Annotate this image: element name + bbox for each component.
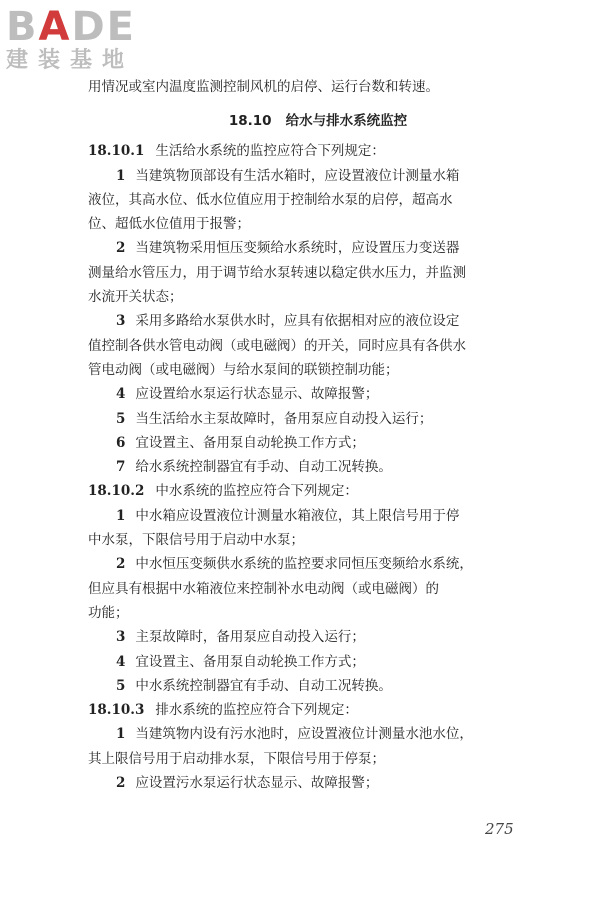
item-text: 应设置污水泵运行状态显示、故障报警； — [135, 775, 379, 792]
item-text: 当建筑物顶部设有生活水箱时，应设置液位计测量水箱 — [135, 167, 460, 184]
list-item-continuation — [88, 577, 548, 601]
item-text: 中水恒压变频供水系统的监控要求同恒压变频给水系统， — [135, 556, 473, 573]
item-text: 宜设置主、备用泵自动轮换工作方式； — [135, 434, 365, 451]
clause-number: 18.10.2 — [88, 483, 145, 500]
item-number: 4 — [116, 653, 126, 670]
section-title: 18.10 给水与排水系统监控 — [228, 113, 408, 130]
item-text: 管电动阀（或电磁阀）与给水泵间的联锁控制功能； — [88, 361, 399, 378]
page-number: 275 — [485, 820, 514, 838]
list-item-continuation — [88, 334, 548, 358]
clause-heading — [88, 139, 548, 163]
item-text: 采用多路给水泵供水时，应具有依据相对应的液位设定 — [135, 313, 460, 330]
list-item — [88, 164, 548, 188]
item-number: 3 — [116, 313, 126, 330]
bade-logo — [6, 4, 136, 74]
list-item — [88, 382, 548, 406]
clause-heading-text: 排水系统的监控应符合下列规定： — [151, 702, 358, 719]
item-number: 2 — [116, 775, 126, 792]
item-number: 3 — [116, 629, 126, 646]
item-text: 应设置给水泵运行状态显示、故障报警； — [135, 386, 379, 403]
list-item — [88, 407, 548, 431]
item-text: 值控制各供水管电动阀（或电磁阀）的开关，同时应具有各供水 — [88, 337, 466, 354]
item-number: 5 — [116, 677, 126, 694]
item-text: 中水系统控制器宜有手动、自动工况转换。 — [135, 677, 392, 694]
item-text: 宜设置主、备用泵自动轮换工作方式； — [135, 653, 365, 670]
item-text: 主泵故障时，备用泵应自动投入运行； — [135, 629, 365, 646]
clause-number: 18.10.1 — [88, 143, 145, 160]
list-item-continuation — [88, 261, 548, 285]
clause-number: 18.10.3 — [88, 702, 145, 719]
item-number: 7 — [116, 459, 126, 476]
list-item — [88, 771, 548, 795]
list-item — [88, 309, 548, 333]
clause-list — [88, 139, 548, 795]
item-number: 5 — [116, 410, 126, 427]
item-text: 给水系统控制器宜有手动、自动工况转换。 — [135, 459, 392, 476]
item-text: 液位，其高水位、低水位值应用于控制给水泵的启停，超高水 — [88, 191, 453, 208]
document-page — [88, 75, 548, 795]
list-item — [88, 674, 548, 698]
item-text: 其上限信号用于启动排水泵，下限信号用于停泵； — [88, 750, 385, 767]
list-item-continuation — [88, 528, 548, 552]
item-text: 当生活给水主泵故障时，备用泵应自动投入运行； — [135, 410, 433, 427]
list-item — [88, 650, 548, 674]
item-number: 4 — [116, 386, 126, 403]
item-number: 1 — [116, 507, 126, 524]
item-number: 6 — [116, 434, 126, 451]
clause-heading — [88, 698, 548, 722]
item-number: 1 — [116, 726, 126, 743]
list-item — [88, 722, 548, 746]
intro-line: 用情况或室内温度监测控制风机的启停、运行台数和转速。 — [88, 79, 439, 95]
clause-heading-text: 生活给水系统的监控应符合下列规定： — [151, 143, 385, 160]
list-item — [88, 625, 548, 649]
item-text: 功能； — [88, 604, 129, 621]
item-number: 2 — [116, 240, 126, 257]
item-text: 当建筑物采用恒压变频给水系统时，应设置压力变送器 — [135, 240, 460, 257]
list-item-continuation — [88, 358, 548, 382]
list-item — [88, 236, 548, 260]
list-item — [88, 431, 548, 455]
logo-subtitle: 建装基地 — [6, 48, 135, 73]
list-item — [88, 455, 548, 479]
item-text: 测量给水管压力，用于调节给水泵转速以稳定供水压力，并监测 — [88, 264, 466, 281]
item-number: 1 — [116, 167, 126, 184]
item-text: 水流开关状态； — [88, 289, 183, 306]
list-item — [88, 552, 548, 576]
item-text: 但应具有根据中水箱液位来控制补水电动阀（或电磁阀）的 — [88, 580, 439, 597]
item-text: 位、超低水位值用于报警； — [88, 216, 250, 233]
list-item-continuation — [88, 747, 548, 771]
list-item-continuation — [88, 188, 548, 212]
item-text: 中水箱应设置液位计测量水箱液位，其上限信号用于停 — [135, 507, 460, 524]
list-item-continuation — [88, 285, 548, 309]
item-text: 当建筑物内设有污水池时，应设置液位计测量水池水位， — [135, 726, 473, 743]
list-item-continuation — [88, 212, 548, 236]
logo-wordmark: BADE — [6, 4, 136, 50]
item-text: 中水泵，下限信号用于启动中水泵； — [88, 532, 304, 549]
list-item-continuation — [88, 601, 548, 625]
clause-heading-text: 中水系统的监控应符合下列规定： — [151, 483, 358, 500]
clause-heading — [88, 479, 548, 503]
list-item — [88, 504, 548, 528]
item-number: 2 — [116, 556, 126, 573]
